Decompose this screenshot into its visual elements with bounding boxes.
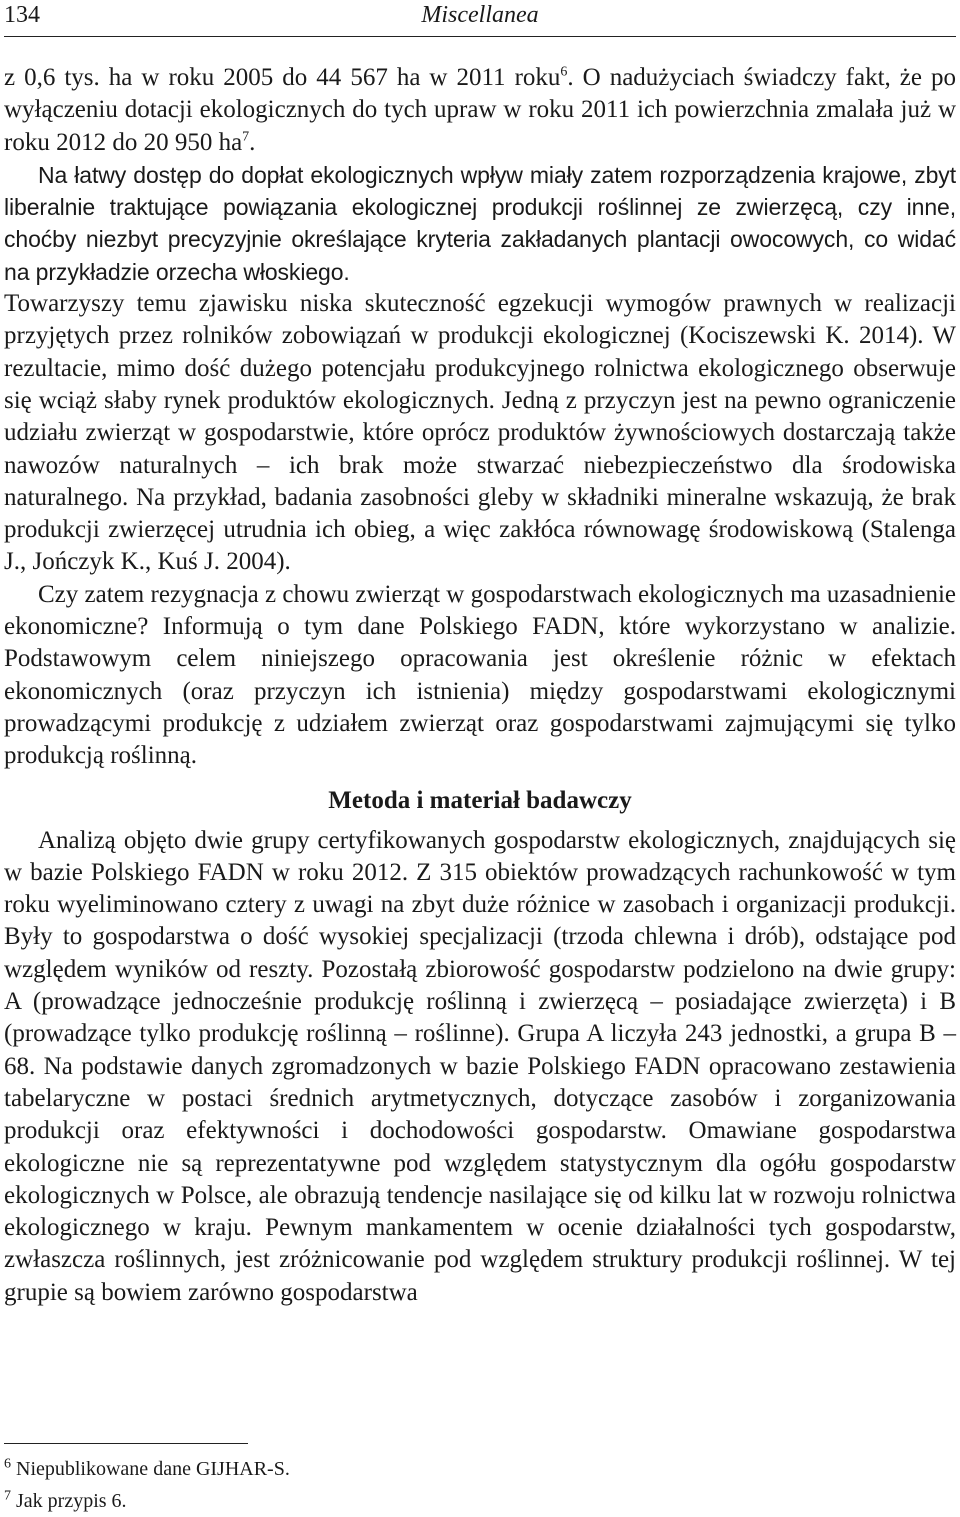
- paragraph-3: Towarzyszy temu zjawisku niska skuteczność egzekucji wymogów prawnych w realizacji przyjętych przez rolników zobowiązań w produkcji ekologicznej (Kociszewski K. 2014). W rezultacie, mimo dość dużego potencjału produkcyjnego rolnictwa ekologicznego obserwuje się wciąż słaby rynek produktów ekologicznych. Jedną z przyczyn jest na pewno ograniczenie udziału zwierząt w gospodarstwie, które oprócz produktów żywnościowych dostarczają także nawozów naturalnych – ich brak może stwarzać niebezpieczeństwo dla środowiska naturalnego. Na przykład, badania zasobności gleby w składniki mineralne wskazują, że brak produkcji zwierzęcej utrudnia ich obieg, a więc zakłóca równowagę środowiskową (Stalenga J., Jończyk K., Kuś J. 2004).: [4, 290, 956, 576]
- footnotes: [4, 1453, 956, 1517]
- running-title: Miscellanea: [421, 2, 539, 28]
- paragraph-2: Na łatwy dostęp do dopłat ekologicznych wpływ miały zatem rozporządzenia krajowe, zbyt liberalnie traktujące powiązania ekologicznej produkcji roślinnej ze zwierzęcą, czy inne, choćby niezbyt precyzyjnie określające kryteria zakładanych plantacji owocowych, co widać na przykładzie orzecha włoskiego.: [4, 161, 956, 285]
- footnote-rule: [4, 1443, 248, 1444]
- paragraph-1: z 0,6 tys. ha w roku 2005 do 44 567 ha w 2011 roku$^6$. O nadużyciach świadczy fakt, że po wyłączeniu dotacji ekologicznych do tych upraw w roku 2011 ich powierzchnia zmalała już w roku 2012 do 20 950 $ha^7$.: [4, 64, 956, 156]
- footnote-ref-7: 7: [242, 129, 250, 145]
- running-head: [4, 0, 956, 37]
- section-heading: Metoda i materiał badawczy: [328, 786, 632, 814]
- page-number: 134: [4, 2, 40, 28]
- body-text: [4, 62, 956, 1309]
- paragraph-5: Analizą objęto dwie grupy certyfikowanych gospodarstw ekologicznych, znajdujących się w bazie Polskiego FADN w roku 2012. Z 315 obiektów prowadzących rachunkowość w tym roku wyeliminowano cztery z uwagi na zbyt duże różnice w zasobach i organizacji produkcji. Były to gospodarstwa o dość wysokiej specjalizacji (trzoda chlewna i drób), odstające pod względem wyników od reszty. Pozostałą zbiorowość gospodarstw podzielono na dwie grupy: A (prowadzące jednocześnie produkcję roślinną i zwierzęcą – posiadające zwierzęta) i B (prowadzące tylko produkcję roślinną – roślinne). Grupa A liczyła 243 jednostki, a grupa B – 68. Na podstawie danych zgromadzonych w bazie Polskiego FADN opracowano zestawienia tabelaryczne w postaci średnich arytmetycznych, dotyczące zasobów i zorganizowania produkcji oraz efektywności i dochodowości gospodarstw. Omawiane gospodarstwa ekologiczne nie są reprezentatywne pod względem statystycznym dla ogółu gospodarstw ekologicznych w Polsce, ale obrazują tendencje nasilające się od kilku lat w rozwoju rolnictwa ekologicznego w kraju. Pewnym mankamentem w ocenie działalności tych gospodarstw, zwłaszcza roślinnych, jest zróżnicowanie pod względem struktury produkcji roślinnej. W tej grupie są bowiem zarówno gospodarstwa: [4, 826, 956, 1306]
- footnote-ref-6: 6: [560, 64, 568, 80]
- footnote-7: $^7$ Jak przypis 6.: [4, 1488, 127, 1512]
- paragraph-4: Czy zatem rezygnacja z chowu zwierząt w gospodarstwach ekologicznych ma uzasadnienie ekonomiczne? Informują o tym dane Polskiego FADN, które wykorzystano w analizie. Podstawowym celem niniejszego opracowania jest określenie różnic w efektach ekonomicznych (oraz przyczyn ich istnienia) między gospodarstwami ekologicznymi prowadzącymi produkcję z udziałem zwierząt oraz gospodarstwami zajmującymi się tylko produkcją roślinną.: [4, 580, 956, 770]
- footnote-6: $^6$ Niepublikowane dane GIJHAR-S.: [4, 1456, 290, 1480]
